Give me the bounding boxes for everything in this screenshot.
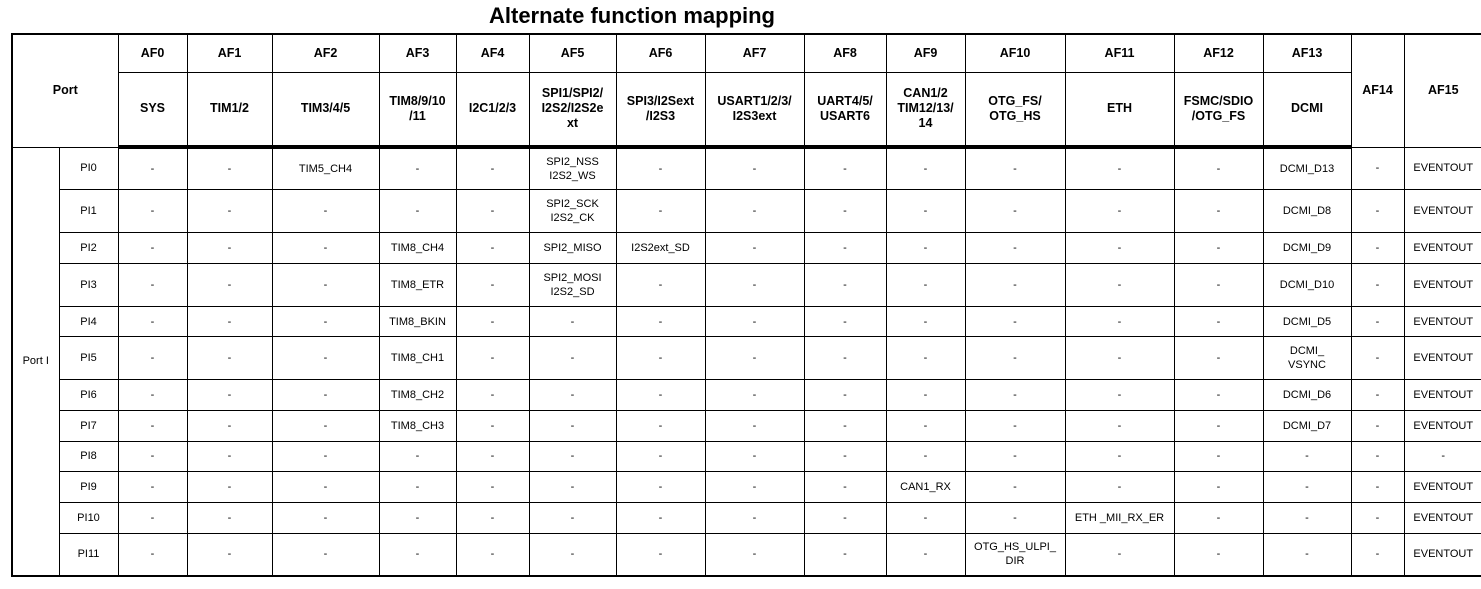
af-cell: -	[1351, 306, 1404, 337]
af-cell: EVENTOUT	[1404, 147, 1481, 190]
af-cell: -	[456, 233, 529, 264]
af-cell: -	[1351, 502, 1404, 533]
af-cell: -	[1174, 147, 1263, 190]
af-cell: -	[529, 472, 616, 503]
af-header: AF7	[705, 34, 804, 72]
af-cell: -	[965, 502, 1065, 533]
af-cell: -	[705, 263, 804, 306]
af-cell: -	[118, 306, 187, 337]
af-cell: -	[187, 190, 272, 233]
table-title: Alternate function mapping	[489, 3, 775, 28]
af-cell: SPI2_MOSI I2S2_SD	[529, 263, 616, 306]
af-cell: -	[1174, 380, 1263, 411]
af-cell: -	[456, 306, 529, 337]
af-cell: -	[965, 233, 1065, 264]
af-cell: -	[1174, 337, 1263, 380]
af-cell: -	[1351, 233, 1404, 264]
af-cell: -	[1174, 441, 1263, 472]
pin-name: PI11	[59, 533, 118, 576]
af-cell: -	[118, 533, 187, 576]
af-cell: -	[272, 533, 379, 576]
af-cell: -	[1263, 502, 1351, 533]
af-cell: -	[1263, 472, 1351, 503]
af-cell: -	[965, 472, 1065, 503]
table-row	[12, 233, 1481, 264]
af-cell: -	[886, 190, 965, 233]
table-row	[12, 410, 1481, 441]
af-cell: SPI2_SCK I2S2_CK	[529, 190, 616, 233]
af-cell: EVENTOUT	[1404, 502, 1481, 533]
port-header: Port	[12, 34, 118, 147]
af-cell: -	[886, 233, 965, 264]
af-cell: -	[1065, 533, 1174, 576]
af-cell: -	[705, 190, 804, 233]
port-group-label: Port I	[12, 147, 59, 576]
af-function-header: DCMI	[1263, 72, 1351, 147]
af-cell: -	[187, 380, 272, 411]
af-cell: -	[118, 410, 187, 441]
af-cell: OTG_HS_ULPI_ DIR	[965, 533, 1065, 576]
af-function-header: ETH	[1065, 72, 1174, 147]
af-cell: -	[187, 410, 272, 441]
af-cell: -	[616, 380, 705, 411]
af-cell: -	[804, 533, 886, 576]
af-cell: -	[616, 337, 705, 380]
pin-name: PI7	[59, 410, 118, 441]
af-cell: -	[272, 441, 379, 472]
pin-name: PI4	[59, 306, 118, 337]
af15-header: AF15	[1404, 34, 1481, 147]
af-header: AF4	[456, 34, 529, 72]
af-cell: -	[1065, 147, 1174, 190]
af-cell: -	[965, 147, 1065, 190]
af-cell: -	[804, 472, 886, 503]
af-cell: -	[1351, 472, 1404, 503]
af-cell: -	[804, 190, 886, 233]
af-header: AF11	[1065, 34, 1174, 72]
af-cell: -	[379, 147, 456, 190]
af-cell: -	[804, 502, 886, 533]
af-cell: EVENTOUT	[1404, 337, 1481, 380]
pin-name: PI3	[59, 263, 118, 306]
af-header: AF0	[118, 34, 187, 72]
af-cell: EVENTOUT	[1404, 190, 1481, 233]
af-cell: -	[1174, 533, 1263, 576]
af-cell: -	[804, 233, 886, 264]
alternate-function-table	[11, 33, 1481, 577]
table-row	[12, 263, 1481, 306]
pin-name: PI10	[59, 502, 118, 533]
af-cell: TIM8_CH4	[379, 233, 456, 264]
pin-name: PI6	[59, 380, 118, 411]
af-cell: -	[1404, 441, 1481, 472]
af-cell: -	[1351, 190, 1404, 233]
af-cell: ETH _MII_RX_ER	[1065, 502, 1174, 533]
af-cell: -	[118, 190, 187, 233]
af-cell: TIM8_CH2	[379, 380, 456, 411]
af-cell: -	[804, 263, 886, 306]
af-cell: -	[379, 190, 456, 233]
af-cell: -	[272, 472, 379, 503]
af-cell: -	[965, 337, 1065, 380]
af-cell: -	[529, 306, 616, 337]
table-row	[12, 441, 1481, 472]
af-cell: -	[1174, 233, 1263, 264]
af-function-header: FSMC/SDIO /OTG_FS	[1174, 72, 1263, 147]
af-cell: -	[1065, 263, 1174, 306]
af-cell: DCMI_D7	[1263, 410, 1351, 441]
af-function-header: CAN1/2 TIM12/13/ 14	[886, 72, 965, 147]
af-cell: -	[187, 441, 272, 472]
af-cell: DCMI_D6	[1263, 380, 1351, 411]
af-cell: -	[379, 441, 456, 472]
af-cell: -	[804, 337, 886, 380]
af-cell: -	[1263, 441, 1351, 472]
af-cell: -	[118, 502, 187, 533]
af-cell: -	[379, 502, 456, 533]
af-cell: -	[965, 190, 1065, 233]
af-cell: -	[1351, 533, 1404, 576]
af-cell: -	[616, 533, 705, 576]
af-cell: -	[886, 441, 965, 472]
af-function-header: TIM8/9/10 /11	[379, 72, 456, 147]
table-row	[12, 472, 1481, 503]
af-cell: -	[616, 147, 705, 190]
af-function-header: TIM1/2	[187, 72, 272, 147]
af-header: AF13	[1263, 34, 1351, 72]
af-cell: -	[456, 380, 529, 411]
af-cell: -	[187, 533, 272, 576]
af-cell: -	[272, 337, 379, 380]
af-cell: TIM8_CH3	[379, 410, 456, 441]
af-cell: -	[529, 441, 616, 472]
af-cell: -	[118, 472, 187, 503]
pin-name: PI9	[59, 472, 118, 503]
af-cell: -	[118, 263, 187, 306]
af-cell: -	[965, 263, 1065, 306]
af-cell: -	[1263, 533, 1351, 576]
af-cell: -	[272, 190, 379, 233]
af-function-header: USART1/2/3/ I2S3ext	[705, 72, 804, 147]
af-header: AF10	[965, 34, 1065, 72]
af-cell: -	[379, 533, 456, 576]
af-cell: -	[1065, 472, 1174, 503]
af-cell: -	[456, 263, 529, 306]
af-cell: -	[804, 380, 886, 411]
af-cell: -	[886, 380, 965, 411]
af-function-header: UART4/5/ USART6	[804, 72, 886, 147]
af-cell: -	[187, 233, 272, 264]
af-cell: TIM8_BKIN	[379, 306, 456, 337]
af-cell: -	[1065, 233, 1174, 264]
af-header: AF12	[1174, 34, 1263, 72]
af-cell: -	[616, 190, 705, 233]
af-cell: -	[886, 502, 965, 533]
af-function-header: TIM3/4/5	[272, 72, 379, 147]
af-cell: -	[529, 337, 616, 380]
af-cell: -	[705, 147, 804, 190]
af-cell: -	[886, 147, 965, 190]
pin-name: PI2	[59, 233, 118, 264]
af-cell: -	[379, 472, 456, 503]
af-cell: -	[1351, 263, 1404, 306]
af-cell: -	[705, 502, 804, 533]
af-cell: -	[1065, 410, 1174, 441]
af-cell: -	[187, 502, 272, 533]
af-header: AF2	[272, 34, 379, 72]
af-cell: EVENTOUT	[1404, 410, 1481, 441]
af-cell: DCMI_D13	[1263, 147, 1351, 190]
af-cell: TIM5_CH4	[272, 147, 379, 190]
pin-name: PI5	[59, 337, 118, 380]
af-cell: -	[1174, 410, 1263, 441]
af-cell: EVENTOUT	[1404, 380, 1481, 411]
af-cell: -	[886, 410, 965, 441]
af-header: AF5	[529, 34, 616, 72]
af-cell: -	[804, 147, 886, 190]
af-function-header: SYS	[118, 72, 187, 147]
table-row	[12, 337, 1481, 380]
af-cell: -	[187, 306, 272, 337]
af-cell: DCMI_ VSYNC	[1263, 337, 1351, 380]
af-cell: -	[804, 306, 886, 337]
af-cell: -	[272, 306, 379, 337]
af-cell: -	[456, 472, 529, 503]
af-cell: -	[272, 502, 379, 533]
af-cell: DCMI_D9	[1263, 233, 1351, 264]
af-cell: -	[705, 533, 804, 576]
af-cell: TIM8_CH1	[379, 337, 456, 380]
af-cell: EVENTOUT	[1404, 306, 1481, 337]
af-cell: -	[187, 472, 272, 503]
af-cell: -	[616, 441, 705, 472]
af-cell: -	[705, 306, 804, 337]
af-cell: -	[456, 410, 529, 441]
af-cell: -	[1174, 502, 1263, 533]
af-cell: EVENTOUT	[1404, 233, 1481, 264]
af-cell: -	[1065, 441, 1174, 472]
af-cell: -	[1065, 190, 1174, 233]
af-cell: -	[529, 502, 616, 533]
table-row	[12, 147, 1481, 190]
af-cell: EVENTOUT	[1404, 472, 1481, 503]
af-cell: -	[272, 380, 379, 411]
af-cell: -	[1351, 337, 1404, 380]
af-cell: -	[187, 337, 272, 380]
af-cell: -	[705, 233, 804, 264]
af-cell: -	[456, 502, 529, 533]
af-cell: SPI2_MISO	[529, 233, 616, 264]
af-cell: -	[705, 441, 804, 472]
af-cell: -	[187, 147, 272, 190]
af-cell: -	[529, 380, 616, 411]
af-cell: -	[1065, 306, 1174, 337]
af-cell: -	[1174, 263, 1263, 306]
af-cell: -	[616, 472, 705, 503]
af-cell: -	[1351, 147, 1404, 190]
af-cell: -	[616, 502, 705, 533]
af-cell: -	[616, 263, 705, 306]
af-cell: -	[1065, 337, 1174, 380]
af-cell: -	[1351, 441, 1404, 472]
af-cell: -	[965, 441, 1065, 472]
af-cell: -	[456, 147, 529, 190]
table-row	[12, 380, 1481, 411]
af-cell: -	[272, 263, 379, 306]
af-cell: -	[118, 441, 187, 472]
af-cell: -	[118, 380, 187, 411]
af-cell: -	[705, 380, 804, 411]
af-cell: CAN1_RX	[886, 472, 965, 503]
af-cell: SPI2_NSS I2S2_WS	[529, 147, 616, 190]
af-cell: DCMI_D10	[1263, 263, 1351, 306]
af-function-header: SPI1/SPI2/ I2S2/I2S2e xt	[529, 72, 616, 147]
af-cell: -	[616, 306, 705, 337]
af-cell: -	[1351, 380, 1404, 411]
af-cell: -	[118, 147, 187, 190]
af-cell: -	[886, 263, 965, 306]
table-row	[12, 502, 1481, 533]
af-cell: -	[1351, 410, 1404, 441]
af14-header: AF14	[1351, 34, 1404, 147]
af-cell: -	[886, 533, 965, 576]
af-cell: DCMI_D8	[1263, 190, 1351, 233]
af-cell: -	[804, 441, 886, 472]
af-cell: -	[456, 190, 529, 233]
af-header: AF6	[616, 34, 705, 72]
pin-name: PI1	[59, 190, 118, 233]
af-header: AF9	[886, 34, 965, 72]
af-cell: EVENTOUT	[1404, 263, 1481, 306]
af-cell: -	[705, 410, 804, 441]
af-cell: -	[705, 472, 804, 503]
af-cell: -	[456, 441, 529, 472]
af-cell: EVENTOUT	[1404, 533, 1481, 576]
af-cell: -	[705, 337, 804, 380]
pin-name: PI8	[59, 441, 118, 472]
af-cell: -	[529, 533, 616, 576]
table-row	[12, 533, 1481, 576]
af-cell: -	[118, 233, 187, 264]
af-cell: -	[965, 410, 1065, 441]
af-cell: -	[886, 306, 965, 337]
af-function-header: I2C1/2/3	[456, 72, 529, 147]
af-cell: -	[118, 337, 187, 380]
af-cell: TIM8_ETR	[379, 263, 456, 306]
af-cell: -	[272, 233, 379, 264]
af-cell: -	[456, 533, 529, 576]
af-header: AF8	[804, 34, 886, 72]
af-cell: I2S2ext_SD	[616, 233, 705, 264]
af-cell: -	[616, 410, 705, 441]
af-function-header: OTG_FS/ OTG_HS	[965, 72, 1065, 147]
af-cell: -	[965, 380, 1065, 411]
af-cell: -	[1065, 380, 1174, 411]
af-cell: -	[1174, 190, 1263, 233]
af-cell: -	[886, 337, 965, 380]
af-cell: -	[456, 337, 529, 380]
af-cell: -	[187, 263, 272, 306]
table-row	[12, 190, 1481, 233]
af-cell: -	[1174, 472, 1263, 503]
af-cell: DCMI_D5	[1263, 306, 1351, 337]
table-row	[12, 306, 1481, 337]
af-function-header: SPI3/I2Sext /I2S3	[616, 72, 705, 147]
pin-name: PI0	[59, 147, 118, 190]
af-cell: -	[1174, 306, 1263, 337]
af-cell: -	[804, 410, 886, 441]
af-header: AF1	[187, 34, 272, 72]
af-cell: -	[529, 410, 616, 441]
af-cell: -	[965, 306, 1065, 337]
af-header: AF3	[379, 34, 456, 72]
af-cell: -	[272, 410, 379, 441]
